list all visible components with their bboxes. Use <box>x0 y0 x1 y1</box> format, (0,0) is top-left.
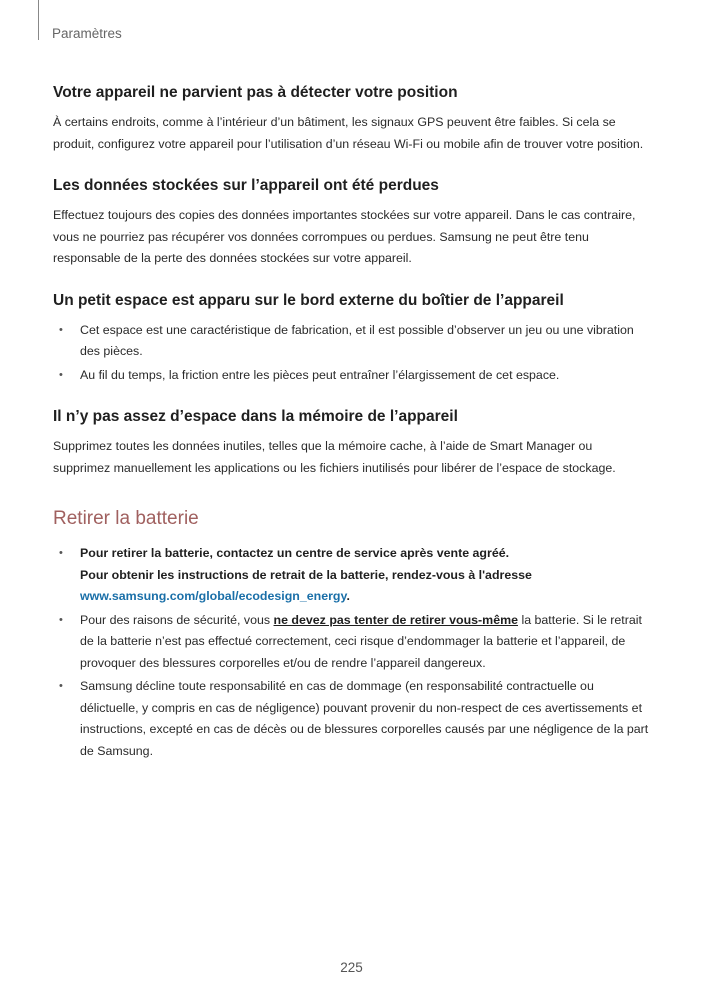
bullet-icon: • <box>59 547 63 559</box>
list-item <box>53 365 651 387</box>
section-gap <box>53 292 651 387</box>
bullet-icon: • <box>59 613 63 626</box>
list-item-text: la batterie. Si le retrait de la batterie n’est pas effectué correctement, ceci risque d’endommager la batterie et l’appareil, de provoquer des blessures corporelles et/ou de rendre l’appareil dangereux. <box>80 612 642 670</box>
header-rule <box>38 0 39 40</box>
section-location <box>53 84 651 155</box>
ecodesign-link[interactable]: www.samsung.com/global/ecodesign_energy <box>80 589 347 603</box>
bullet-icon: • <box>59 368 63 381</box>
warning-emphasis: ne devez pas tenter de retirer vous-même <box>273 612 518 627</box>
list-item-text: Pour des raisons de sécurité, vous <box>80 612 274 627</box>
list-item <box>53 676 651 762</box>
list-item <box>53 543 651 608</box>
list-item-end: . <box>346 589 350 603</box>
list-item-text: Cet espace est une caractéristique de fabrication, et il est possible d’observer un jeu ou une vibration des pièces. <box>80 322 634 358</box>
chapter-title: Retirer la batterie <box>53 508 199 529</box>
bullet-list <box>53 543 651 762</box>
section-heading: Il n’y pas assez d’espace dans la mémoire de l’appareil <box>53 408 458 425</box>
section-heading: Les données stockées sur l’appareil ont été perdues <box>53 177 439 194</box>
bullet-icon: • <box>59 323 63 336</box>
page-number: 225 <box>340 960 363 975</box>
page-content <box>53 84 651 784</box>
section-heading: Un petit espace est apparu sur le bord externe du boîtier de l’appareil <box>53 291 564 309</box>
page-header-title: Paramètres <box>52 26 122 41</box>
section-body: À certains endroits, comme à l’intérieur d’un bâtiment, les signaux GPS peuvent être faibles. Si cela se produit, configurez votre appareil pour l’utilisation d’un réseau Wi-Fi ou mobile afin de trouver votre position. <box>53 115 644 151</box>
section-storage <box>53 408 651 479</box>
section-data-lost <box>53 177 651 270</box>
section-battery <box>53 507 651 762</box>
list-item-text: Pour obtenir les instructions de retrait de la batterie, rendez-vous à l'adresse <box>80 567 532 582</box>
section-body: Supprimez toutes les données inutiles, telles que la mémoire cache, à l’aide de Smart Manager ou supprimez manuellement les applications ou les fichiers inutilisés pour libérer de l’espace de stockage. <box>53 439 616 475</box>
list-item-text: Au fil du temps, la friction entre les pièces peut entraîner l’élargissement de cet espace. <box>80 367 560 382</box>
list-item-text: Pour retirer la batterie, contactez un centre de service après vente agréé. <box>80 546 510 560</box>
list-item <box>53 610 651 675</box>
bullet-icon: • <box>59 680 63 692</box>
list-item-text: Samsung décline toute responsabilité en cas de dommage (en responsabilité contractuelle ou délictuelle, y compris en cas de négligence) pouvant provenir du non-respect de ces avertissements et instructions, excepté en cas de décès ou de blessures corporelles causés par une négligence de la part de Samsung. <box>80 679 649 758</box>
list-item <box>53 320 651 363</box>
section-heading: Votre appareil ne parvient pas à détecter votre position <box>53 84 458 101</box>
section-body: Effectuez toujours des copies des données importantes stockées sur votre appareil. Dans le cas contraire, vous ne pourriez pas récupérer vos données corrompues ou perdues. Samsung ne peut être tenu responsable de la perte des données stockées sur votre appareil. <box>53 208 636 265</box>
bullet-list <box>53 320 651 387</box>
